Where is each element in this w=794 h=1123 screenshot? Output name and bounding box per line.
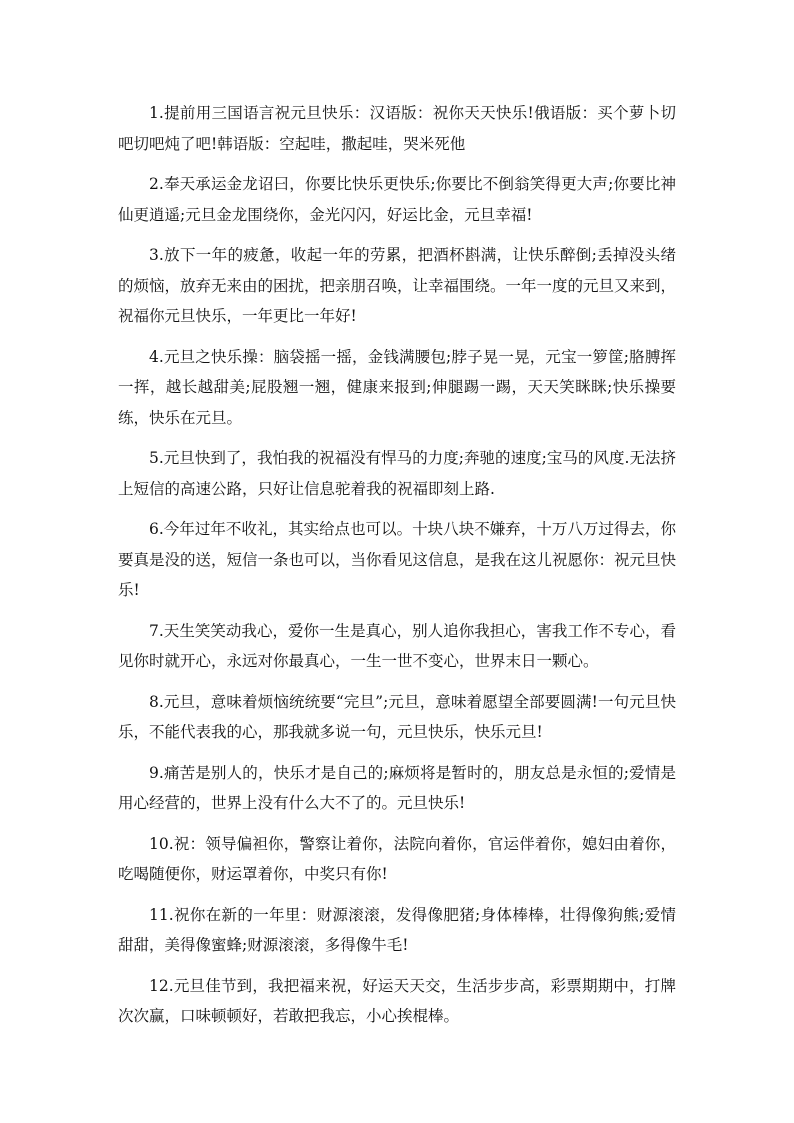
paragraph-6: 6.今年过年不收礼，其实给点也可以。十块八块不嫌弃，十万八万过得去，你要真是没的送，短信一条也可以，当你看见这信息，是我在这儿祝愿你：祝元旦快乐! <box>118 520 677 599</box>
document-page <box>118 98 676 1042</box>
paragraph-7: 7.天生笑笑动我心，爱你一生是真心，别人追你我担心，害我工作不专心，看见你时就开心，永远对你最真心，一生一世不变心，世界末日一颗心。 <box>118 621 676 670</box>
paragraph-4: 4.元旦之快乐操：脑袋摇一摇，金钱满腰包;脖子晃一晃，元宝一箩筐;胳膊挥一挥，越长越甜美;屁股翘一翘，健康来报到;伸腿踢一踢，天天笑眯眯;快乐操要练，快乐在元旦。 <box>118 347 676 427</box>
paragraph-9: 9.痛苦是别人的，快乐才是自己的;麻烦将是暂时的，朋友总是永恒的;爱情是用心经营的，世界上没有什么大不了的。元旦快乐! <box>118 763 676 812</box>
paragraph-5: 5.元旦快到了，我怕我的祝福没有悍马的力度;奔驰的速度;宝马的风度.无法挤上短信的高速公路，只好让信息驼着我的祝福即刻上路. <box>118 449 676 498</box>
paragraph-3: 3.放下一年的疲惫，收起一年的劳累，把酒杯斟满，让快乐醉倒;丢掉没头绪的烦恼，放弃无来由的困扰，把亲朋召唤，让幸福围绕。一年一度的元旦又来到，祝福你元旦快乐，一年更比一年好! <box>118 246 677 325</box>
paragraph-11: 11.祝你在新的一年里：财源滚滚，发得像肥猪;身体棒棒，壮得像狗熊;爱情甜甜，美得像蜜蜂;财源滚滚，多得像牛毛! <box>118 905 676 954</box>
paragraph-10: 10.祝：领导偏袒你，警察让着你，法院向着你，官运伴着你，媳妇由着你，吃喝随便你，财运罩着你，中奖只有你! <box>118 834 676 883</box>
paragraph-2: 2.奉天承运金龙诏曰，你要比快乐更快乐;你要比不倒翁笑得更大声;你要比神仙更逍遥;元旦金龙围绕你，金光闪闪，好运比金，元旦幸福! <box>118 175 676 224</box>
paragraph-8: 8.元旦，意味着烦恼统统要“完旦”;元旦，意味着愿望全部要圆满!一句元旦快乐，不能代表我的心，那我就多说一句，元旦快乐，快乐元旦! <box>118 692 676 741</box>
paragraph-1: 1.提前用三国语言祝元旦快乐：汉语版：祝你天天快乐!俄语版：买个萝卜切吧切吧炖了吧!韩语版：空起哇，撒起哇，哭米死他 <box>118 104 676 153</box>
paragraph-12: 12.元旦佳节到，我把福来祝，好运天天交，生活步步高，彩票期期中，打牌次次赢，口味顿顿好，若敢把我忘，小心挨棍棒。 <box>118 976 676 1025</box>
